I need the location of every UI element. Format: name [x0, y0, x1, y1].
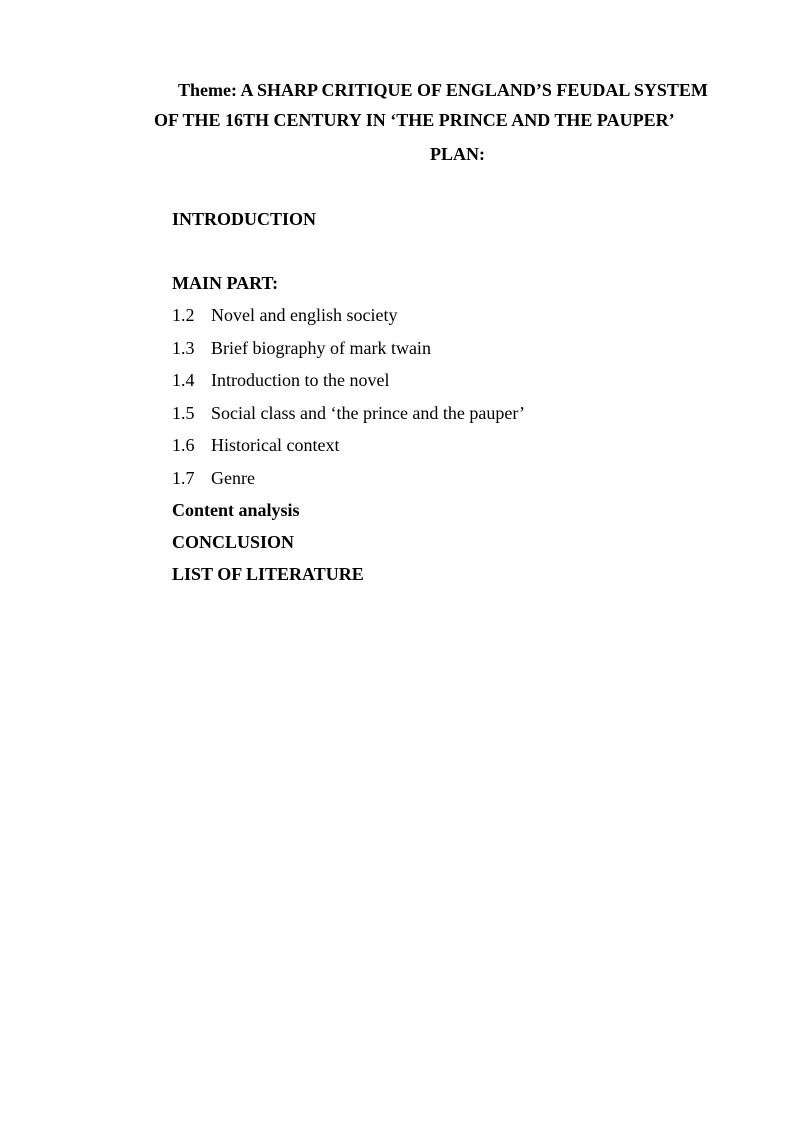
- outline-item-text: Genre: [211, 467, 255, 488]
- outline-item: [172, 364, 732, 397]
- outline-item-text: Social class and ‘the prince and the pauper’: [211, 402, 526, 423]
- outline-item: [172, 332, 732, 365]
- outline-item: [172, 397, 732, 430]
- outline-item: [172, 462, 732, 495]
- outline-heading-main-part: MAIN PART:: [172, 273, 279, 293]
- outline-heading-conclusion: CONCLUSION: [172, 532, 295, 552]
- outline-heading-introduction: INTRODUCTION: [172, 209, 317, 229]
- outline-item-number: 1.3: [172, 337, 195, 358]
- outline-item-number: 1.5: [172, 402, 195, 423]
- outline-item-number: 1.4: [172, 370, 195, 390]
- outline-item-text: Introduction to the novel: [211, 370, 390, 390]
- outline-item-number: 1.6: [172, 435, 195, 455]
- document-theme: [140, 75, 750, 135]
- outline-item-number: 1.7: [172, 467, 195, 488]
- plan-outline: [172, 203, 732, 590]
- outline-heading-content-analysis: Content analysis: [172, 500, 300, 520]
- outline-item: [172, 429, 732, 462]
- theme-line-2: OF THE 16TH CENTURY IN ‘THE PRINCE AND THE PAUPER’: [154, 110, 675, 130]
- outline-item-text: Brief biography of mark twain: [211, 337, 431, 358]
- outline-item-text: Historical context: [211, 435, 340, 455]
- outline-item: [172, 299, 732, 332]
- outline-item-text: Novel and english society: [211, 305, 398, 325]
- plan-title: PLAN:: [430, 144, 485, 164]
- outline-heading-list-of-literature: LIST OF LITERATURE: [172, 564, 364, 584]
- outline-item-number: 1.2: [172, 305, 195, 325]
- outline-spacer: [172, 235, 732, 267]
- theme-line-1: Theme: A SHARP CRITIQUE OF ENGLAND’S FEUDAL SYSTEM: [178, 80, 708, 100]
